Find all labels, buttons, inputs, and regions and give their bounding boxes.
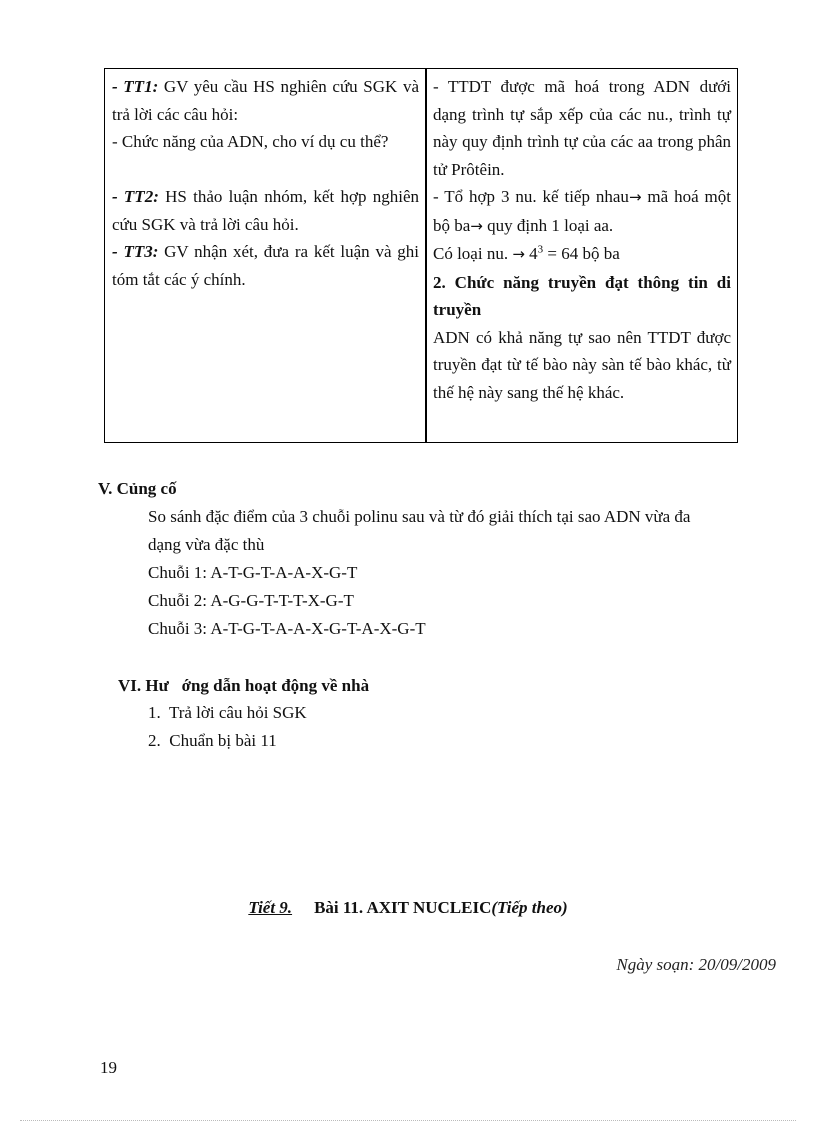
- footer-divider: [20, 1120, 796, 1121]
- tt2-paragraph: [112, 183, 419, 238]
- arrow-right-icon: →: [470, 216, 483, 235]
- ttdt-encoding-paragraph: - TTDT được mã hoá trong ADN dưới dạng trình tự sắp xếp của các nu., trình tự này quy định trình tự của các aa trong phân tử Prôtêin.: [433, 77, 731, 179]
- tt3-label: - TT3:: [112, 242, 159, 261]
- codon-text-a: Có loại nu.: [433, 244, 513, 263]
- tt2-text: HS thảo luận nhóm, kết hợp nghiên cứu SGK và trả lời câu hỏi.: [112, 187, 419, 234]
- codon-text-c: = 64 bộ ba: [543, 244, 620, 263]
- prepared-date: Ngày soạn: 20/09/2009: [616, 955, 776, 974]
- transmission-paragraph: ADN có khả năng tự sao nên TTDT được truyền đạt từ tế bào này sàn tế bào khác, từ thế hệ này sang thế hệ khác.: [433, 327, 731, 402]
- tt1-paragraph: [112, 73, 419, 128]
- page-number: 19: [100, 1058, 117, 1077]
- codon-text-b: 4: [524, 244, 538, 263]
- tt1-text: GV yêu cầu HS nghiên cứu SGK và trả lời các câu hỏi:: [112, 77, 419, 124]
- tt2-label: - TT2:: [112, 187, 159, 206]
- lesson-continued: (Tiếp theo): [491, 898, 568, 917]
- section-6-title: VI. Hư ớng dẫn hoạt động về nhà: [118, 676, 370, 695]
- homework-item-2: 2. Chuẩn bị bài 11: [148, 731, 277, 750]
- triplet-text-c: quy định 1 loại aa.: [482, 215, 614, 235]
- codon-exponent: 3: [537, 243, 544, 256]
- tt1-label: - TT1:: [112, 77, 159, 96]
- section-5-line-2: dạng vừa đặc thù: [148, 535, 265, 554]
- arrow-right-icon: →: [628, 188, 642, 206]
- teacher-activities-column: [105, 69, 427, 442]
- transmission-heading: 2. Chức năng truyền đạt thông tin di truyền: [433, 272, 731, 319]
- lesson-table: [104, 68, 738, 443]
- adn-function-question: - Chức năng của ADN, cho ví dụ cu thể?: [112, 132, 389, 151]
- section-5-title: V. Củng cố: [98, 479, 177, 498]
- lesson-name: Bài 11. AXIT NUCLEIC: [314, 898, 492, 917]
- triplet-text-b: mã hoá một bộ ba: [433, 187, 732, 235]
- lesson-period: Tiết 9.: [248, 898, 293, 917]
- triplet-paragraph: [433, 183, 731, 240]
- lesson-title: [0, 898, 816, 918]
- tt3-text: GV nhận xét, đưa ra kết luận và ghi tóm tắt các ý chính.: [112, 242, 419, 289]
- section-5-line-1: So sánh đặc điểm của 3 chuỗi polinu sau và từ đó giải thích tại sao ADN vừa đa: [148, 507, 691, 526]
- chain-2: Chuỗi 2: A-G-G-T-T-T-X-G-T: [148, 591, 354, 610]
- content-column: [427, 69, 737, 442]
- arrow-right-icon: →: [512, 245, 525, 263]
- triplet-text-a: - Tổ hợp 3 nu. kế tiếp nhau: [433, 187, 629, 206]
- chain-3: Chuỗi 3: A-T-G-T-A-A-X-G-T-A-X-G-T: [148, 619, 426, 638]
- chain-1: Chuỗi 1: A-T-G-T-A-A-X-G-T: [148, 563, 358, 582]
- codon-count-paragraph: [433, 240, 731, 269]
- tt3-paragraph: [112, 238, 419, 293]
- homework-item-1: 1. Trả lời câu hỏi SGK: [148, 703, 307, 722]
